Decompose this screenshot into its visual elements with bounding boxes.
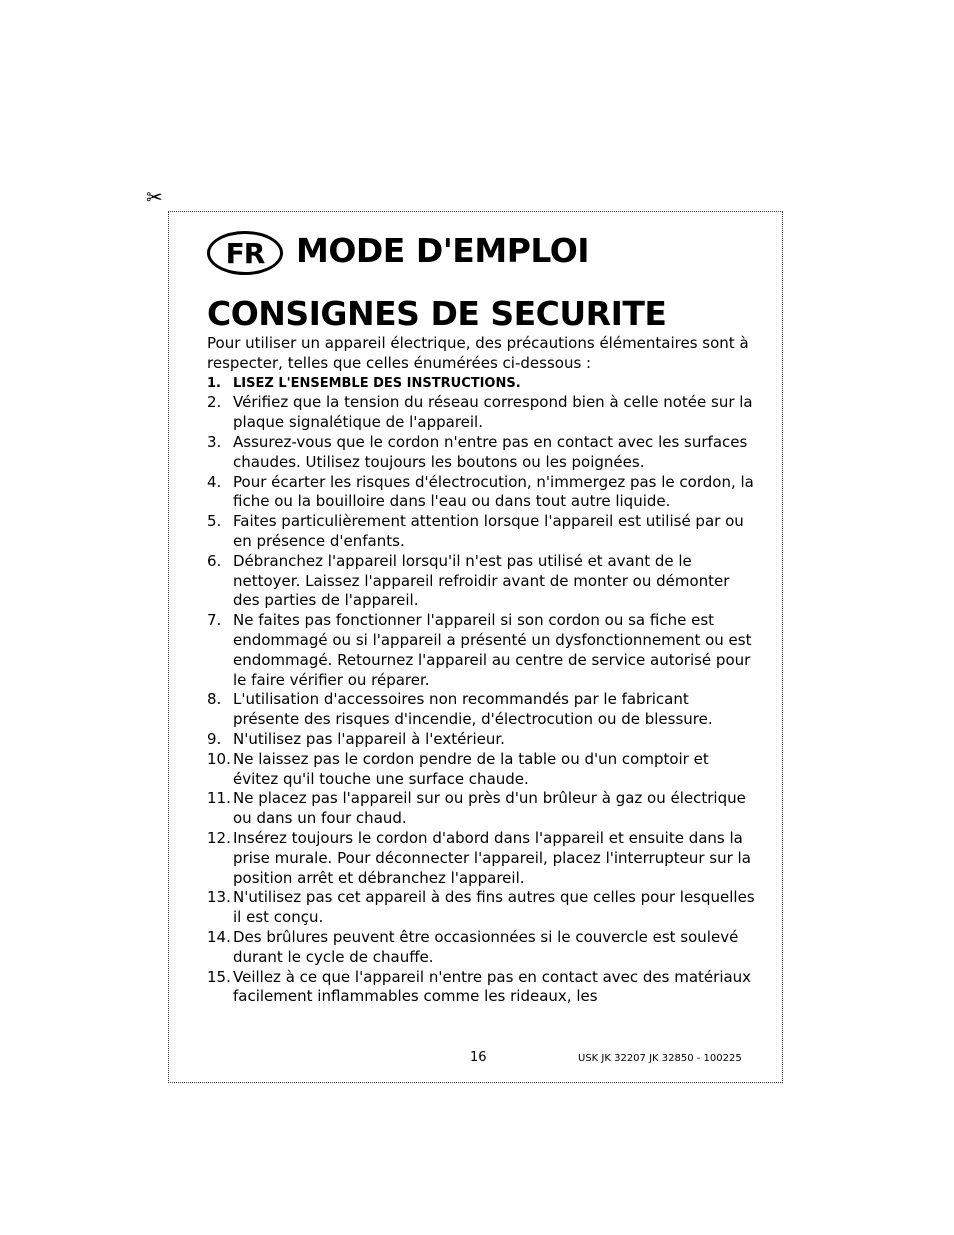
- item-text: Insérez toujours le cordon d'abord dans l'appareil et ensuite dans la prise murale. Pour déconnecter l'appareil, placez l'interrupteur sur la position arrêt et débranchez l'appareil.: [233, 828, 751, 887]
- item-number: 13.: [207, 888, 231, 907]
- language-badge: FR: [207, 231, 283, 275]
- list-item: [207, 789, 755, 829]
- item-text: Faites particulièrement attention lorsque l'appareil est utilisé par ou en présence d'enfants.: [233, 512, 744, 550]
- list-item: [207, 393, 755, 433]
- item-number: 9.: [207, 729, 222, 748]
- item-number: 7.: [207, 611, 222, 630]
- item-text: N'utilisez pas cet appareil à des fins autres que celles pour lesquelles il est conçu.: [233, 888, 755, 927]
- list-item: [207, 374, 755, 394]
- item-text: Assurez-vous que le cordon n'entre pas en contact avec les surfaces chaudes. Utilisez toujours les boutons ou les poignées.: [233, 432, 748, 471]
- item-number: 3.: [207, 432, 222, 451]
- list-item: [207, 611, 755, 690]
- list-item: [207, 928, 755, 968]
- manual-title: MODE D'EMPLOI: [296, 231, 590, 270]
- item-number: 1.: [207, 375, 221, 391]
- item-number: 12.: [207, 828, 231, 847]
- model-reference: USK JK 32207 JK 32850 - 100225: [578, 1053, 742, 1064]
- item-text: Débranchez l'appareil lorsqu'il n'est pas utilisé et avant de le nettoyer. Laissez l'appareil refroidir avant de monter ou démonter des parties de l'appareil.: [233, 551, 730, 610]
- item-number: 6.: [207, 551, 222, 570]
- safety-rules-list: [207, 374, 755, 1008]
- list-item: [207, 888, 755, 928]
- intro-paragraph: Pour utiliser un appareil électrique, des précautions élémentaires sont à respecter, telles que celles énumérées ci-dessous :: [207, 334, 749, 372]
- section-title: CONSIGNES DE SECURITE: [207, 294, 667, 333]
- list-item: [207, 690, 755, 730]
- item-text: N'utilisez pas l'appareil à l'extérieur.: [233, 729, 505, 748]
- item-number: 4.: [207, 472, 222, 491]
- list-item: [207, 433, 755, 473]
- item-text: Ne placez pas l'appareil sur ou près d'un brûleur à gaz ou électrique ou dans un four chaud.: [233, 789, 746, 828]
- scissors-icon: ✂: [146, 185, 163, 209]
- content-body: [207, 334, 755, 1007]
- list-item: [207, 968, 755, 1008]
- list-item: [207, 829, 755, 888]
- item-number: 11.: [207, 789, 231, 808]
- item-number: 5.: [207, 512, 222, 531]
- item-text: LISEZ L'ENSEMBLE DES INSTRUCTIONS.: [233, 375, 521, 391]
- item-text: Veillez à ce que l'appareil n'entre pas en contact avec des matériaux facilement inflammables comme les rideaux, les: [233, 967, 752, 1006]
- item-text: Pour écarter les risques d'électrocution, n'immergez pas le cordon, la fiche ou la bouilloire dans l'eau ou dans tout autre liquide.: [233, 472, 754, 511]
- list-item: [207, 730, 755, 750]
- item-text: Vérifiez que la tension du réseau correspond bien à celle notée sur la plaque signalétique de l'appareil.: [233, 393, 753, 432]
- item-number: 2.: [207, 393, 222, 412]
- list-item: [207, 473, 755, 513]
- list-item: [207, 512, 755, 552]
- item-number: 15.: [207, 967, 231, 986]
- list-item: [207, 552, 755, 611]
- item-number: 8.: [207, 690, 222, 709]
- item-number: 14.: [207, 927, 231, 946]
- list-item: [207, 750, 755, 790]
- item-text: L'utilisation d'accessoires non recommandés par le fabricant présente des risques d'incendie, d'électrocution ou de blessure.: [233, 690, 713, 729]
- item-text: Des brûlures peuvent être occasionnées si le couvercle est soulevé durant le cycle de chauffe.: [233, 927, 739, 966]
- item-number: 10.: [207, 749, 231, 768]
- item-text: Ne faites pas fonctionner l'appareil si son cordon ou sa fiche est endommagé ou si l'appareil a présenté un dysfonctionnement ou est endommagé. Retournez l'appareil au centre de service autorisé pour le faire vérifier ou réparer.: [233, 611, 752, 689]
- page-number: 16: [470, 1050, 487, 1065]
- item-text: Ne laissez pas le cordon pendre de la table ou d'un comptoir et évitez qu'il touche une surface chaude.: [233, 749, 709, 788]
